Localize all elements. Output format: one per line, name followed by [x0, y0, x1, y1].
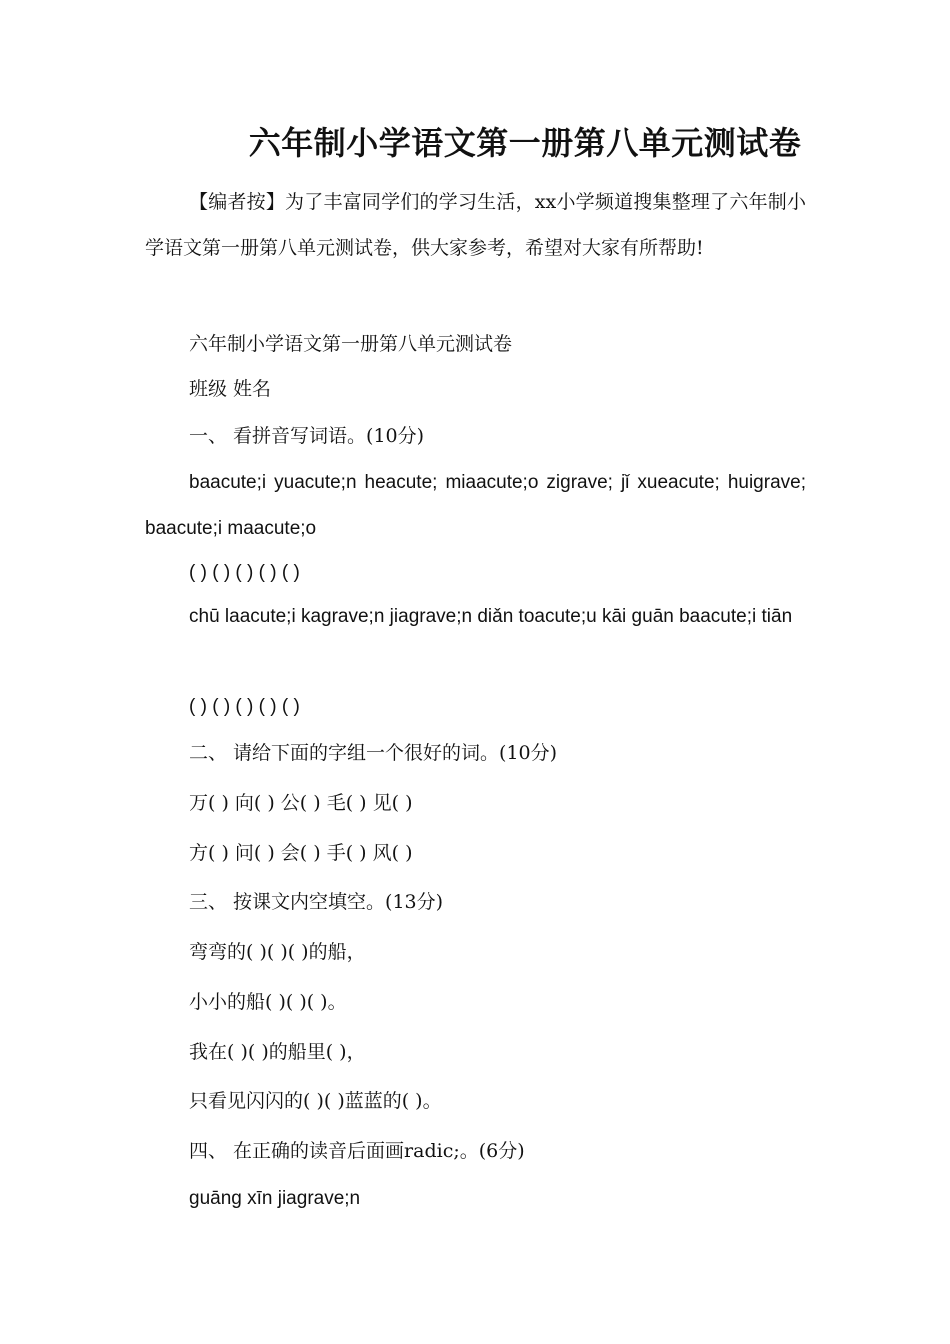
question-3-line-4: 只看见闪闪的( )( )蓝蓝的( )。 [189, 1090, 442, 1112]
question-3-line-3: 我在( )( )的船里( )， [189, 1041, 366, 1063]
question-1-pinyin-row-2: chū laacute;i kagrave;n jiagrave;n diǎn toacute;u kāi guān baacute;i tiān [189, 606, 793, 627]
question-1-blanks-row-1: ( ) ( ) ( ) ( ) ( ) [189, 562, 300, 583]
class-name-line: 班级 姓名 [189, 378, 272, 400]
question-1-pinyin-row-1: baacute;i yuacute;n heacute; miaacute;o zigrave; jǐ xueacute; huigrave; baacute;i maacute;o [145, 472, 806, 539]
question-3-line-1: 弯弯的( )( )( )的船， [189, 941, 366, 963]
question-1-blanks-row-2: ( ) ( ) ( ) ( ) ( ) [189, 696, 300, 717]
question-1-heading: 一、 看拼音写词语。(10分) [189, 425, 425, 447]
question-2-heading: 二、 请给下面的字组一个很好的词。(10分) [189, 742, 558, 764]
document-title: 六年制小学语文第一册第八单元测试卷 [248, 124, 802, 162]
question-3-heading: 三、 按课文内空填空。(13分) [189, 891, 444, 913]
editor-note-paragraph: 【编者按】为了丰富同学们的学习生活，xx小学频道搜集整理了六年制小学语文第一册第八单元测试卷，供大家参考，希望对大家有所帮助! [145, 191, 806, 259]
question-3-line-2: 小小的船( )( )( )。 [189, 991, 347, 1013]
question-4-heading: 四、 在正确的读音后面画radic;。(6分) [189, 1140, 525, 1162]
question-4-pinyin: guāng xīn jiagrave;n [189, 1188, 361, 1209]
question-2-row-2: 方( ) 问( ) 会( ) 手( ) 风( ) [189, 842, 413, 864]
subtitle: 六年制小学语文第一册第八单元测试卷 [189, 333, 513, 355]
question-2-row-1: 万( ) 向( ) 公( ) 毛( ) 见( ) [189, 792, 413, 814]
